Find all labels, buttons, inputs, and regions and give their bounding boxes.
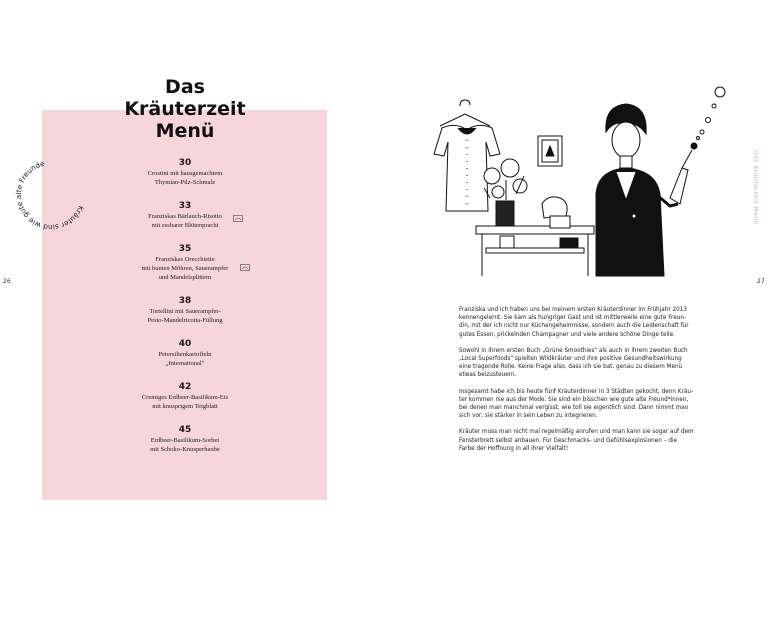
menu-dish: Petersilienkartoffeln „International" [158,351,212,367]
menu-item [120,201,250,230]
woman-drawing [596,104,678,276]
svg-text:Kräuter sind wie gute alte Fre [6,153,96,240]
flower-vase-drawing [484,159,527,226]
picture-frame-drawing [538,136,562,166]
menu-dish: Tortellini mit Sauerampfer- Pesto-Mandelricotta-Füllung [147,308,223,324]
veggie-icon [233,215,243,222]
menu-dish: Franziskas Bärlauch-Risotto mit essbarer Blütenpracht [148,213,222,229]
veggie-icon [240,264,250,271]
running-header: Das Kräuterzeit Menü [752,150,759,225]
menu-list [120,158,250,468]
page-number-right: 27 [757,278,765,285]
paragraph: Sowohl in ihrem ersten Buch „Grüne Smoothies" als auch in ihrem zweiten Buch „Local Superfoods" spielten Wildkräuter und ihre positive Gesundheitswirkung eine tragende Rolle. Keine Frage also, dass ich sie bat, genau zu diesem Menü etwas beizusteuern. [459,347,688,379]
title-line-1: Das [165,76,205,98]
champagne-bottle-drawing [670,87,725,204]
circular-quote-text: Kräuter sind wie gute alte Freunde [13,158,86,233]
menu-page-number: 38 [178,296,192,306]
paragraph: Franziska und ich haben uns bei meinem ersten Kräuterdinner im Frühjahr 2013 kennengelernt. Sie kam als hungriger Gast und ist mittlerweile eine gute Freun- din, mit der ich nicht nur Küchengeheimnisse, sondern auch die Leidenschaft für gutes Essen, prickelnden Champagner und viele andere schöne Dinge teile. [459,307,689,338]
title-line-2: Kräuterzeit [124,98,246,120]
menu-page-number: 33 [178,201,192,211]
menu-item [120,158,250,187]
menu-item [120,339,250,368]
shelf-drawing [476,226,594,276]
jar-drawing [542,197,570,228]
menu-dish: Crostini mit hausgemachtem Thymian-Pilz-Schmalz [147,170,223,186]
menu-dish: Cremiges Erdbeer-Basilikum-Eis mit knusprigem Teigblatt [141,394,229,410]
menu-dish: Franziskas Orecchiette mit bunten Möhren, Sauerampfer und Mandelsplittern [141,256,229,281]
menu-page-number: 40 [178,339,192,349]
menu-page-number: 45 [178,425,192,435]
paragraph: Insgesamt habe ich bis heute fünf Kräuterdinner in 3 Städten gekocht, denn Kräu- ter kommen nie aus der Mode. Sie sind ein bisschen wie gute alte Freund*innen, bei denen man manchmal vergisst, wie toll sie eigentlich sind. Dann nimmt man sich vor, sie stärker in sein Leben zu integrieren. [459,388,693,420]
page-number-left: 26 [3,278,11,285]
menu-dish: Erdbeer-Basilikum-Sorbet mit Schoko-Knusperhaube [150,437,220,453]
page-title [120,76,250,142]
paragraph: Kräuter muss man nicht mal regelmäßig anrufen und man kann sie sogar auf dem Fensterbrett selbst anbauen. Für Geschmacks- und Gefühlsexplosionen – die Farbe der Hoffnung in all ihrer Vielfalt! [459,429,694,452]
menu-item [120,425,250,454]
menu-page-number: 30 [178,158,192,168]
menu-page-number: 42 [178,382,192,392]
title-line-3: Menü [155,120,215,142]
blouse-drawing [434,100,500,211]
menu-item [120,296,250,325]
circular-quote [6,150,96,240]
menu-page-number: 35 [178,244,192,254]
menu-item [120,382,250,411]
menu-item [120,244,250,282]
body-text [459,306,697,461]
kitchen-illustration [420,76,730,286]
